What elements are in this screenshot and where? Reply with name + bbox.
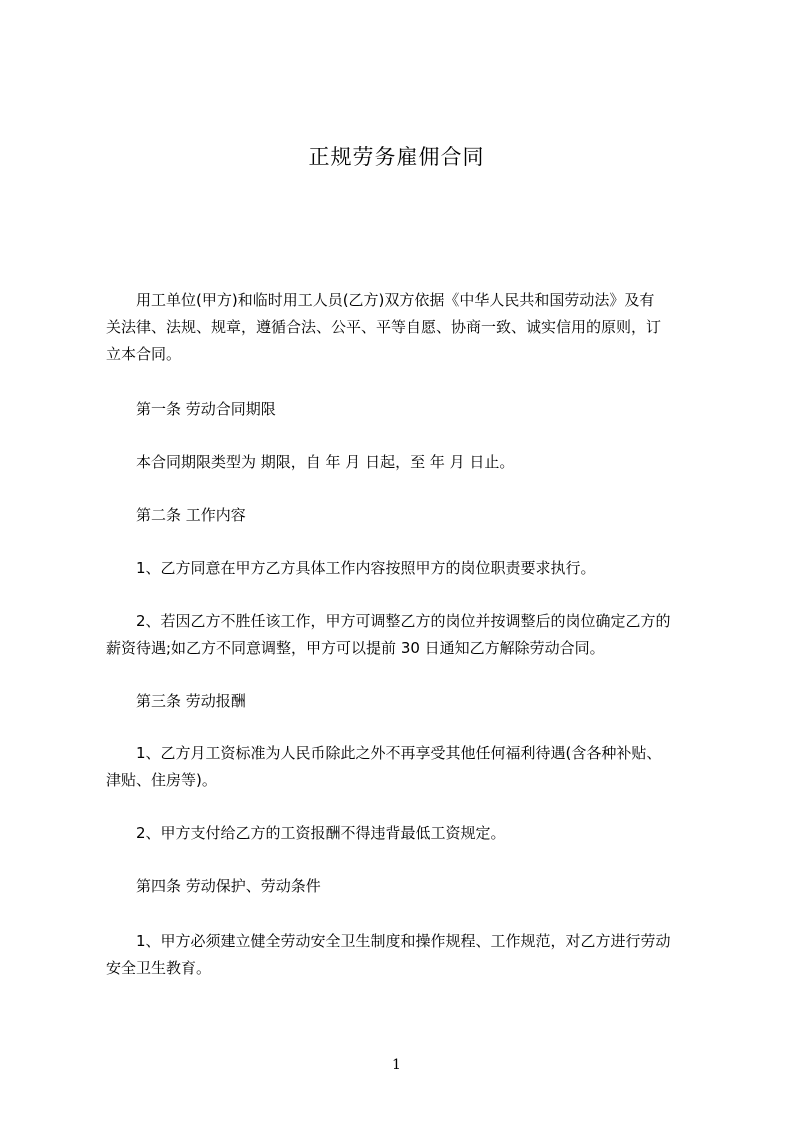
article-3-item-1-line-2: 津贴、住房等)。 (106, 771, 217, 789)
intro-paragraph (106, 287, 710, 368)
article-4-item-1 (106, 928, 710, 982)
page-number: 1 (392, 1057, 401, 1073)
article-2-item-1: 1、乙方同意在甲方乙方具体工作内容按照甲方的岗位职责要求执行。 (136, 559, 596, 577)
article-3-item-1-line-1: 1、乙方月工资标准为人民币除此之外不再享受其他任何福利待遇(含各种补贴、 (136, 744, 662, 762)
article-3-item-2: 2、甲方支付给乙方的工资报酬不得违背最低工资规定。 (136, 824, 506, 842)
intro-line-2: 关法律、法规、规章，遵循合法、公平、平等自愿、协商一致、诚实信用的原则，订 (106, 318, 662, 336)
intro-line-3: 立本合同。 (106, 345, 182, 363)
article-4-heading: 第四条 劳动保护、劳动条件 (136, 877, 321, 895)
article-2-item-2-line-2: 薪资待遇;如乙方不同意调整，甲方可以提前 30 日通知乙方解除劳动合同。 (106, 639, 605, 657)
article-1-heading: 第一条 劳动合同期限 (136, 400, 276, 418)
intro-line-1: 用工单位(甲方)和临时用工人员(乙方)双方依据《中华人民共和国劳动法》及有 (136, 291, 655, 309)
article-2-item-2-line-1: 2、若因乙方不胜任该工作，甲方可调整乙方的岗位并按调整后的岗位确定乙方的 (136, 612, 671, 630)
article-2-heading: 第二条 工作内容 (136, 506, 246, 524)
article-4-item-1-line-2: 安全卫生教育。 (106, 959, 212, 977)
article-3-heading: 第三条 劳动报酬 (136, 692, 246, 710)
article-4-item-1-line-1: 1、甲方必须建立健全劳动安全卫生制度和操作规程、工作规范，对乙方进行劳动 (136, 932, 671, 950)
article-1-text: 本合同期限类型为 期限，自 年 月 日起，至 年 月 日止。 (136, 453, 515, 471)
document-title: 正规劳务雇佣合同 (308, 145, 485, 169)
article-3-item-1 (106, 740, 710, 794)
article-2-item-2 (106, 608, 710, 662)
